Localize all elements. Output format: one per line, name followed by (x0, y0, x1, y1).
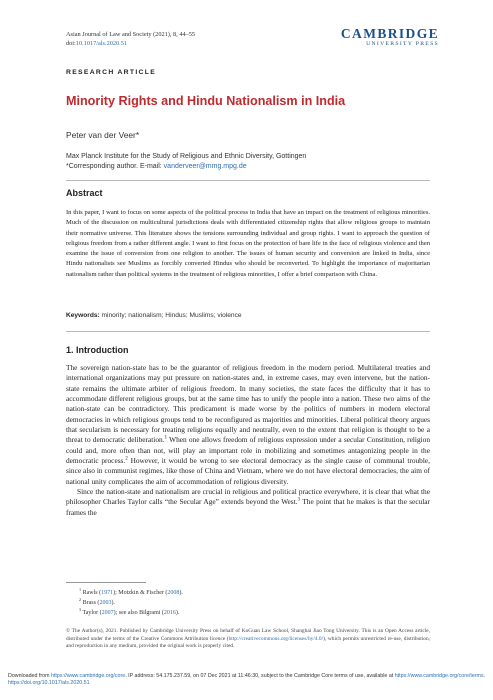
text-run: . (483, 673, 486, 679)
author-name: Peter van der Veer* (66, 130, 140, 140)
license-link[interactable]: http://creativecommons.org/licenses/by/4.0/ (228, 635, 324, 642)
text-run: When one allows freedom of religious expression under a secular Constitution, religion could and, more often than not, will play an important role in mobilizing and sometimes antagonizing people in the democratic process. (66, 435, 431, 466)
text-run: ). (111, 599, 115, 606)
abstract-text: In this paper, I want to focus on some aspects of the political process in India that have an impact on the treatment of religious minorities. Much of the discussion on multicultural jurisdictions deals with differentiated citizenship rights that allow religious groups to maintain their normative universe. This literature shows the tensions surrounding individual and group rights. I want to approach the question of religious freedom from a rather different angle. I want to first focus on the protection of bare life in the face of religious violence and then examine the issue of conversion from one religion to another. The issues of human security and conversion are linked in India, since Hindu nationalists see Muslims as forcibly converted Hindus who should be reconverted. To highlight the importance of majoritarian nationalism rather than political systems in the treatment of religious minorities, I offer a brief comparison with China. (66, 209, 430, 278)
doi-prefix: doi: (66, 39, 76, 47)
text-run: Since the nation-state and nationalism are crucial in religious and political practice everywhere, it is clear that what the philosopher Charles Taylor calls “the Secular Age” extends beyond the West. (66, 487, 430, 507)
footnote (79, 606, 183, 619)
footnote-ref[interactable]: 1 (164, 434, 168, 441)
text-run: ). (175, 609, 180, 616)
footnote-number: 3 (79, 606, 82, 612)
text-run: Rawls ( (82, 590, 102, 596)
logo-subtitle: UNIVERSITY PRESS (366, 41, 439, 47)
body-text (66, 363, 430, 518)
text-run: The point that he makes is that the secular frames the (66, 497, 430, 517)
text-run: Downloaded from (8, 673, 51, 679)
article-title: Minority Rights and Hindu Nationalism in India (66, 94, 346, 108)
text-run: . IP address: 54.175.237.59, on 07 Dec 2021 at 11:46:30, subject to the Cambridge Core terms of use, available at (125, 673, 395, 679)
divider (66, 180, 430, 181)
article-type-label: RESEARCH ARTICLE (66, 69, 157, 76)
text-run: Brass ( (82, 599, 100, 606)
section-heading: 1. Introduction (66, 345, 129, 355)
text-run: ); Motzkin & Fischer ( (113, 590, 168, 596)
core-link[interactable]: https://www.cambridge.org/core (51, 673, 126, 679)
divider (66, 331, 430, 332)
citation-link[interactable]: 2007 (101, 609, 114, 616)
footnote-ref[interactable]: 2 (125, 455, 128, 462)
keywords (66, 312, 430, 319)
download-footer (8, 673, 486, 687)
footnote (79, 596, 183, 609)
text-run: © The Author(s), 2021. Published by Cambridge University Press on behalf of KoGuan Law School, Shanghai Jiao Tong University. This is an Open Access article, distributed under the terms of the Creative Commons Attribution licence ( (66, 628, 430, 642)
paragraph (66, 487, 430, 518)
keywords-label: Keywords: (66, 312, 100, 319)
logo-wordmark: CAMBRIDGE (340, 26, 439, 41)
footnote-number: 1 (79, 587, 82, 592)
doi-line (66, 40, 306, 49)
email-link[interactable]: vanderveer@mmg.mpg.de (163, 162, 247, 170)
text-run: ); see also Bilgrami ( (113, 609, 164, 616)
paragraph (66, 363, 430, 487)
terms-link[interactable]: https://www.cambridge.org/core/terms (394, 673, 484, 679)
citation-link[interactable]: 2016 (163, 609, 176, 616)
doi-link[interactable]: 10.1017/als.2020.51 (75, 39, 128, 47)
journal-citation-line: Asian Journal of Law and Society (2021), 8, 44–55 (66, 31, 196, 38)
doi-footer-link[interactable]: https://doi.org/10.1017/als.2020.51 (8, 680, 90, 686)
citation-link[interactable]: 2003 (99, 599, 112, 606)
footnote (79, 589, 183, 599)
license-notice (66, 628, 430, 651)
corresponding-author (66, 162, 406, 172)
publisher-logo (339, 27, 439, 48)
text-run: ), which permits unrestricted re-use, distribution, and reproduction in any medium, provided the original work is properly cited. (66, 635, 430, 650)
text-run: ). (179, 590, 183, 596)
author-affiliation-block (66, 152, 406, 171)
footnote-number: 2 (79, 596, 82, 602)
text-run: The sovereign nation-state has to be the guarantor of religious freedom in the modern period. Multilateral treaties and international organizations may put pressure on nation-states and, in extreme cases, may even intervene, but the nation-state remains the ultimate arbiter of religious freedom. In many societies, the state faces the difficulty that it has to accommodate different religious groups, but at the same time has to unify the people into a nation. These two aims of the nation-state can be contradictory. This predicament is made worse by the politics of numbers in modern electoral democracies in which religious groups tend to be reconfigured as majorities and minorities. Liberal political theory argues that secularism is necessary for treating religions equally and neutrally, even to the extent that religion is thought to be a threat to democratic deliberation. (66, 363, 430, 445)
citation-link[interactable]: 1971 (101, 590, 114, 596)
text-run: However, it would be wrong to see electoral democracy as the single cause of communal trouble, since also in communist regimes, like those of China and Vietnam, where we do not have electoral democracies, the aim of national unity complicates the aim of accommodation of religious diversity. (66, 456, 430, 486)
citation-link[interactable]: 2008 (167, 590, 180, 596)
corresponding-label: *Corresponding author. E-mail: (66, 162, 164, 170)
keywords-list: minority; nationalism; Hindus; Muslims; violence (99, 312, 242, 319)
footnote-ref[interactable]: 3 (297, 497, 301, 504)
affiliation: Max Planck Institute for the Study of Religious and Ethnic Diversity, Gottingen (66, 153, 307, 160)
text-run: Taylor ( (82, 609, 102, 616)
footnote-divider (66, 582, 146, 583)
journal-citation (66, 31, 306, 48)
footnotes (79, 589, 183, 618)
abstract-heading: Abstract (66, 188, 103, 198)
